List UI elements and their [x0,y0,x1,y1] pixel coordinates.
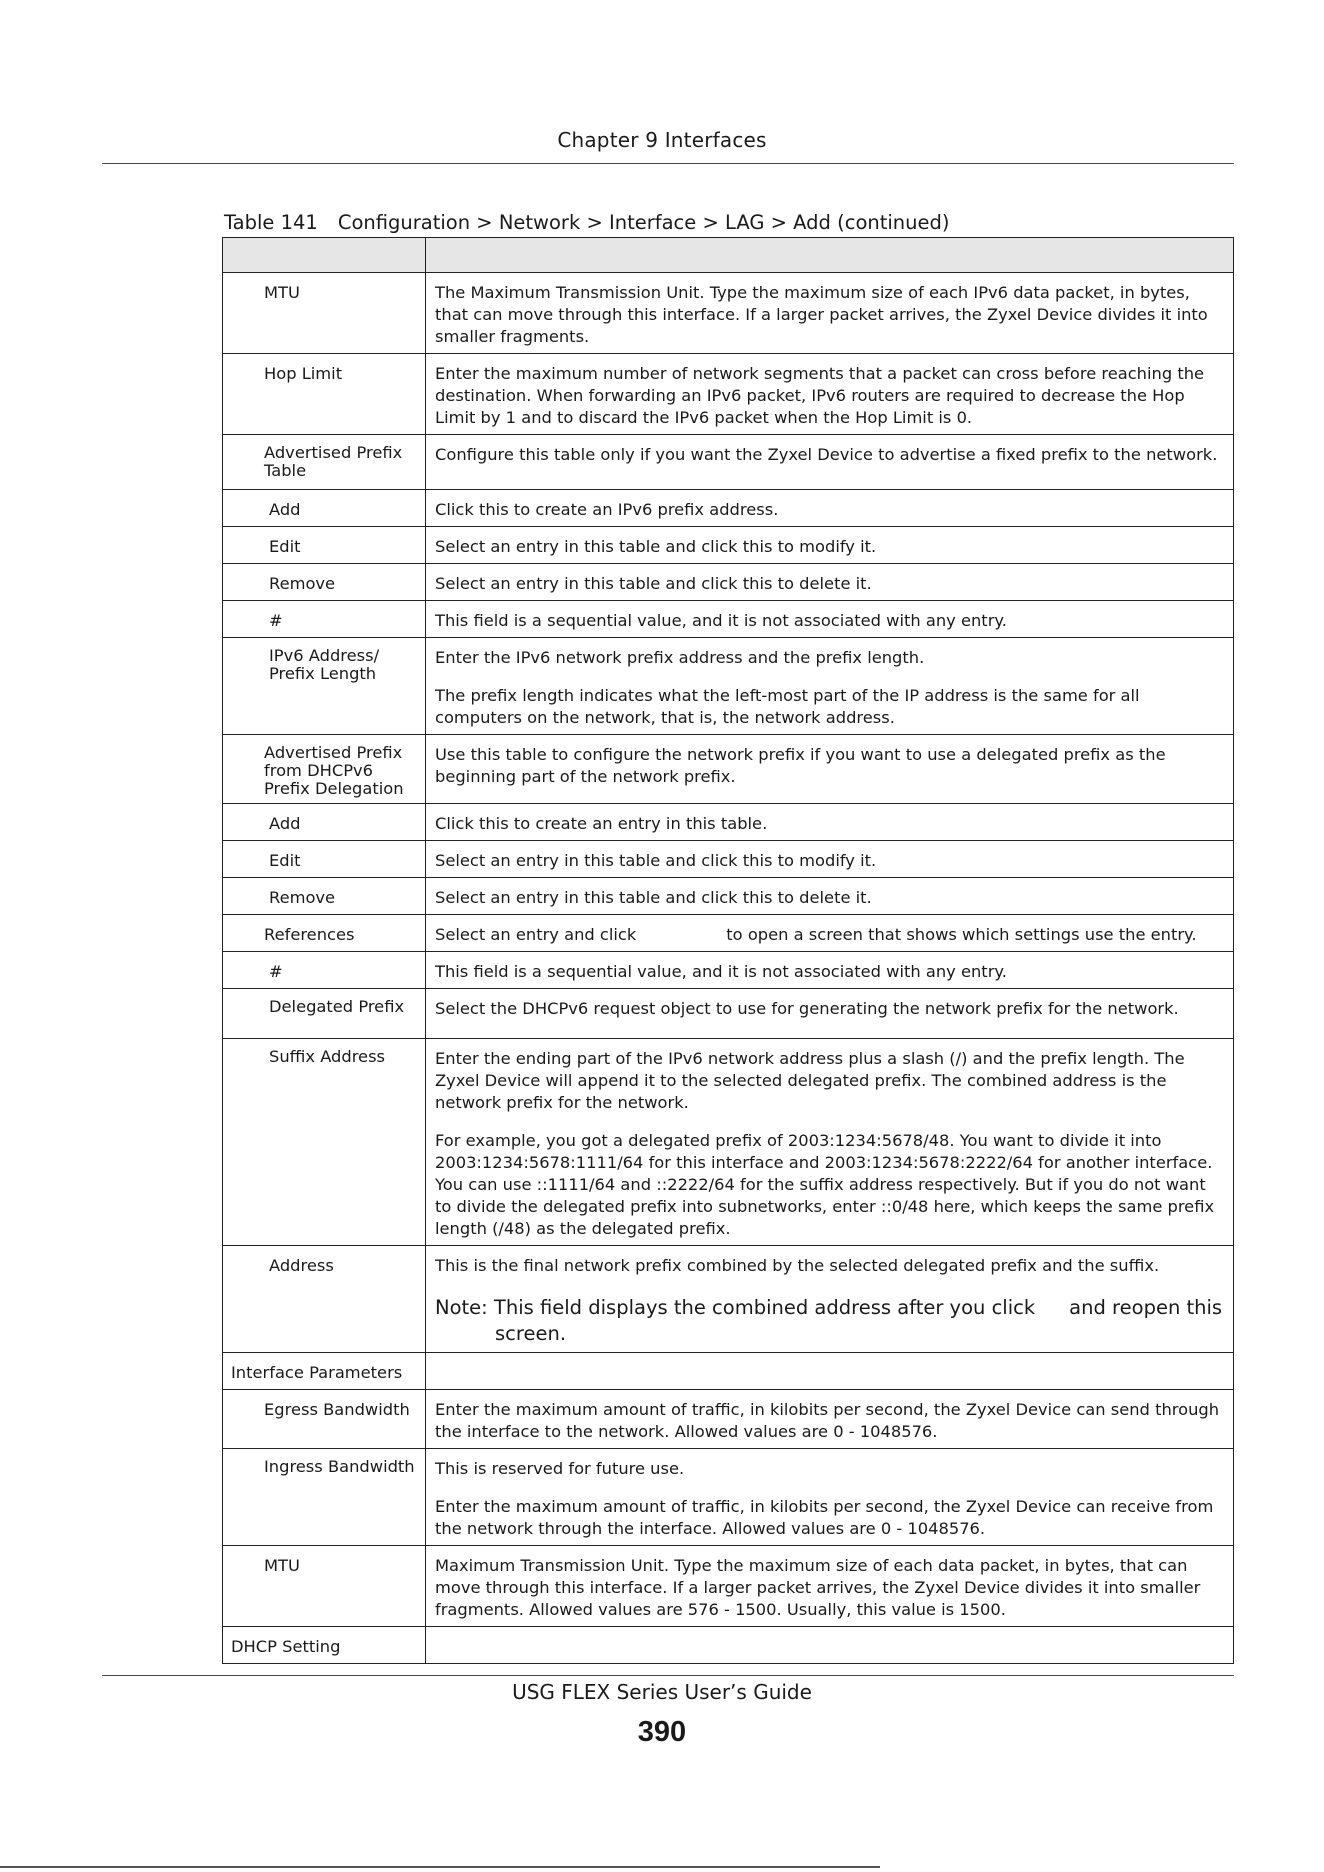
table-row [223,1353,1234,1390]
row-label: References [223,915,426,952]
row-label: Advertised Prefix from DHCPv6 Prefix Delegation [223,735,426,804]
row-description: Maximum Transmission Unit. Type the maximum size of each data packet, in bytes, that can move through this interface. If a larger packet arrives, the Zyxel Device divides it into smaller fragments. Allowed values are 576 - 1500. Usually, this value is 1500. [426,1546,1234,1627]
table-row [223,435,1234,490]
chapter-title: Chapter 9 Interfaces [557,128,767,152]
table-number: Table 141 [224,211,318,234]
header-desc-cell [426,238,1234,273]
row-description: Select an entry in this table and click this to modify it. [426,841,1234,878]
row-description: Enter the maximum amount of traffic, in kilobits per second, the Zyxel Device can send through the interface to the network. Allowed values are 0 - 1048576. [426,1390,1234,1449]
row-description: This field is a sequential value, and it is not associated with any entry. [426,601,1234,638]
table-row [223,952,1234,989]
row-label: Advertised Prefix Table [223,435,426,490]
table-row [223,915,1234,952]
table-row [223,490,1234,527]
row-description [426,1627,1234,1664]
row-description: This is the final network prefix combined by the selected delegated prefix and the suffix. Note: This field displays the combined address after you click and reopen this screen. [426,1246,1234,1353]
table-row [223,601,1234,638]
table-row [223,1390,1234,1449]
row-label: Remove [223,878,426,915]
row-description: Select an entry in this table and click this to delete it. [426,878,1234,915]
row-label: MTU [223,1546,426,1627]
row-description: Enter the maximum number of network segments that a packet can cross before reaching the destination. When forwarding an IPv6 packet, IPv6 routers are required to decrease the Hop Limit by 1 and to discard the IPv6 packet when the Hop Limit is 0. [426,354,1234,435]
row-description: Enter the ending part of the IPv6 network address plus a slash (/) and the prefix length. The Zyxel Device will append it to the selected delegated prefix. The combined address is the network prefix for the network. For example, you got a delegated prefix of 2003:1234:5678/48. You want to divide it into 2003:1234:5678:1111/64 for this interface and 2003:1234:5678:2222/64 for another interface. You can use ::1111/64 and ::2222/64 for the suffix address respectively. But if you do not want to divide the delegated prefix into subnetworks, enter ::0/48 here, which keeps the same prefix length (/48) as the delegated prefix. [426,1039,1234,1246]
note-text: Note: This field displays the combined address after you click and reopen this screen. [435,1296,1223,1345]
row-description: Click this to create an IPv6 prefix address. [426,490,1234,527]
table-row [223,273,1234,354]
field-description-table [222,237,1234,1664]
table-row [223,804,1234,841]
row-description: The Maximum Transmission Unit. Type the maximum size of each IPv6 data packet, in bytes, that can move through this interface. If a larger packet arrives, the Zyxel Device divides it into smaller fragments. [426,273,1234,354]
row-description: Select an entry and click to open a screen that shows which settings use the entry. [426,915,1234,952]
table-row [223,878,1234,915]
table-title: Configuration > Network > Interface > LAG > Add (continued) [337,211,950,234]
row-description: Click this to create an entry in this table. [426,804,1234,841]
row-label: Add [223,804,426,841]
row-description: Select an entry in this table and click this to modify it. [426,527,1234,564]
row-label: Address [223,1246,426,1353]
row-label: Remove [223,564,426,601]
row-description: This field is a sequential value, and it is not associated with any entry. [426,952,1234,989]
row-label: Egress Bandwidth [223,1390,426,1449]
row-label: DHCP Setting [223,1627,426,1664]
row-description: This is reserved for future use. Enter the maximum amount of traffic, in kilobits per second, the Zyxel Device can receive from the network through the interface. Allowed values are 0 - 1048576. [426,1449,1234,1546]
row-description: Select the DHCPv6 request object to use for generating the network prefix for the network. [426,989,1234,1039]
table-row [223,1246,1234,1353]
bottom-edge-line [0,1866,880,1868]
guide-title: USG FLEX Series User’s Guide [512,1680,812,1704]
row-label: IPv6 Address/ Prefix Length [223,638,426,735]
row-label: # [223,601,426,638]
row-label: Edit [223,527,426,564]
row-label: Add [223,490,426,527]
table-row [223,735,1234,804]
table-row [223,1449,1234,1546]
footer-divider [102,1675,1234,1676]
row-label: Interface Parameters [223,1353,426,1390]
table-row [223,564,1234,601]
row-label: Suffix Address [223,1039,426,1246]
table-row [223,1039,1234,1246]
table-row [223,638,1234,735]
row-label: Edit [223,841,426,878]
header-divider [102,163,1234,164]
table-row [223,354,1234,435]
row-label: Ingress Bandwidth [223,1449,426,1546]
table-caption [224,211,950,234]
row-label: Hop Limit [223,354,426,435]
table-header-row [223,238,1234,273]
row-description: Enter the IPv6 network prefix address and the prefix length. The prefix length indicates what the left-most part of the IP address is the same for all computers on the network, that is, the network address. [426,638,1234,735]
table-row [223,1546,1234,1627]
row-label: Delegated Prefix [223,989,426,1039]
table-row [223,527,1234,564]
row-description: Configure this table only if you want the Zyxel Device to advertise a fixed prefix to the network. [426,435,1234,490]
row-description: Use this table to configure the network prefix if you want to use a delegated prefix as the beginning part of the network prefix. [426,735,1234,804]
row-label: # [223,952,426,989]
row-description [426,1353,1234,1390]
page-number: 390 [637,1716,687,1748]
table-row [223,1627,1234,1664]
header-label-cell [223,238,426,273]
table-row [223,841,1234,878]
table-row [223,989,1234,1039]
row-description: Select an entry in this table and click this to delete it. [426,564,1234,601]
row-label: MTU [223,273,426,354]
